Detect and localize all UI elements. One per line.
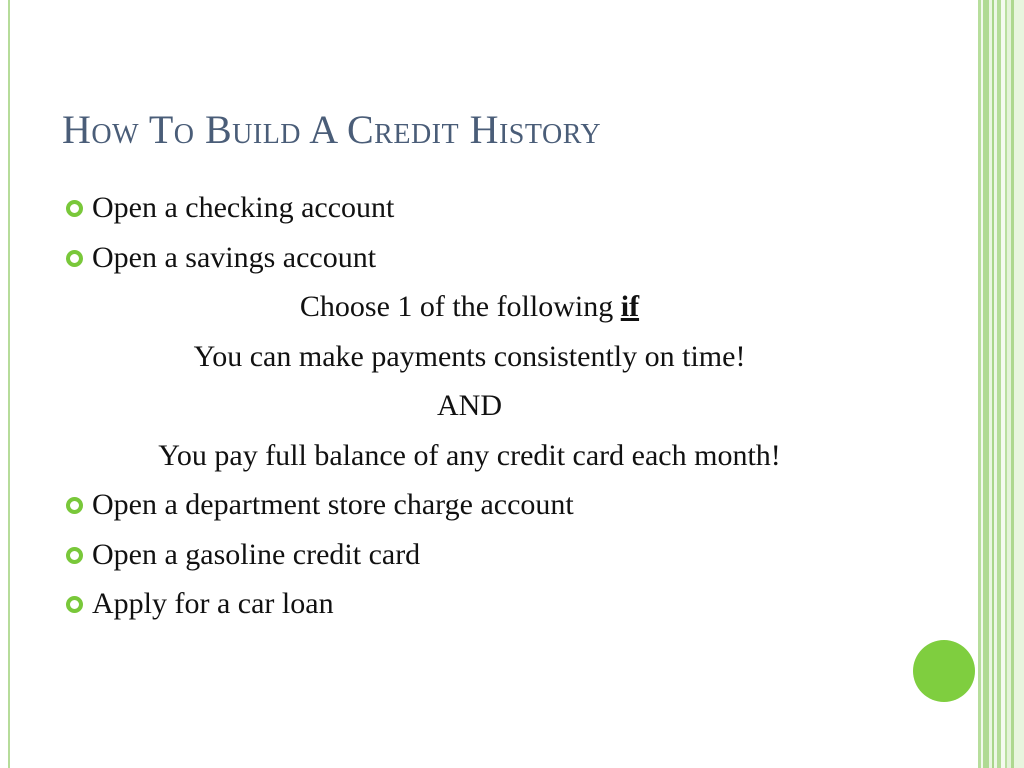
bullet-text: Open a savings account	[92, 240, 377, 274]
bullet-item	[62, 483, 877, 533]
hollow-circle-bullet-icon	[66, 547, 83, 564]
green-circle-decoration	[913, 640, 975, 702]
hollow-circle-bullet-icon	[66, 497, 83, 514]
hollow-circle-bullet-icon	[66, 250, 83, 267]
slide-body	[62, 186, 877, 632]
bullet-item	[62, 533, 877, 583]
condition-line: You pay full balance of any credit card each month!	[158, 438, 781, 472]
choose-emphasis: if	[620, 290, 640, 323]
bullet-item	[62, 582, 877, 632]
right-decor-stripe	[1014, 0, 1024, 768]
choose-line	[62, 285, 877, 335]
bullet-text: Open a department store charge account	[92, 488, 574, 521]
hollow-circle-bullet-icon	[66, 596, 83, 613]
bullet-text: Open a gasoline credit card	[92, 537, 421, 571]
left-border-rule	[8, 0, 10, 768]
choose-text: Choose 1 of the following	[299, 290, 621, 323]
bullet-text: Open a checking account	[92, 191, 395, 224]
bullet-item	[62, 236, 877, 286]
condition-conjunction: AND	[437, 389, 502, 422]
slide-title: How To Build A Credit History	[62, 107, 602, 152]
bullet-item	[62, 186, 877, 236]
bullet-text: Apply for a car loan	[92, 587, 334, 620]
hollow-circle-bullet-icon	[66, 200, 83, 217]
condition-line: You can make payments consistently on time!	[193, 339, 746, 373]
